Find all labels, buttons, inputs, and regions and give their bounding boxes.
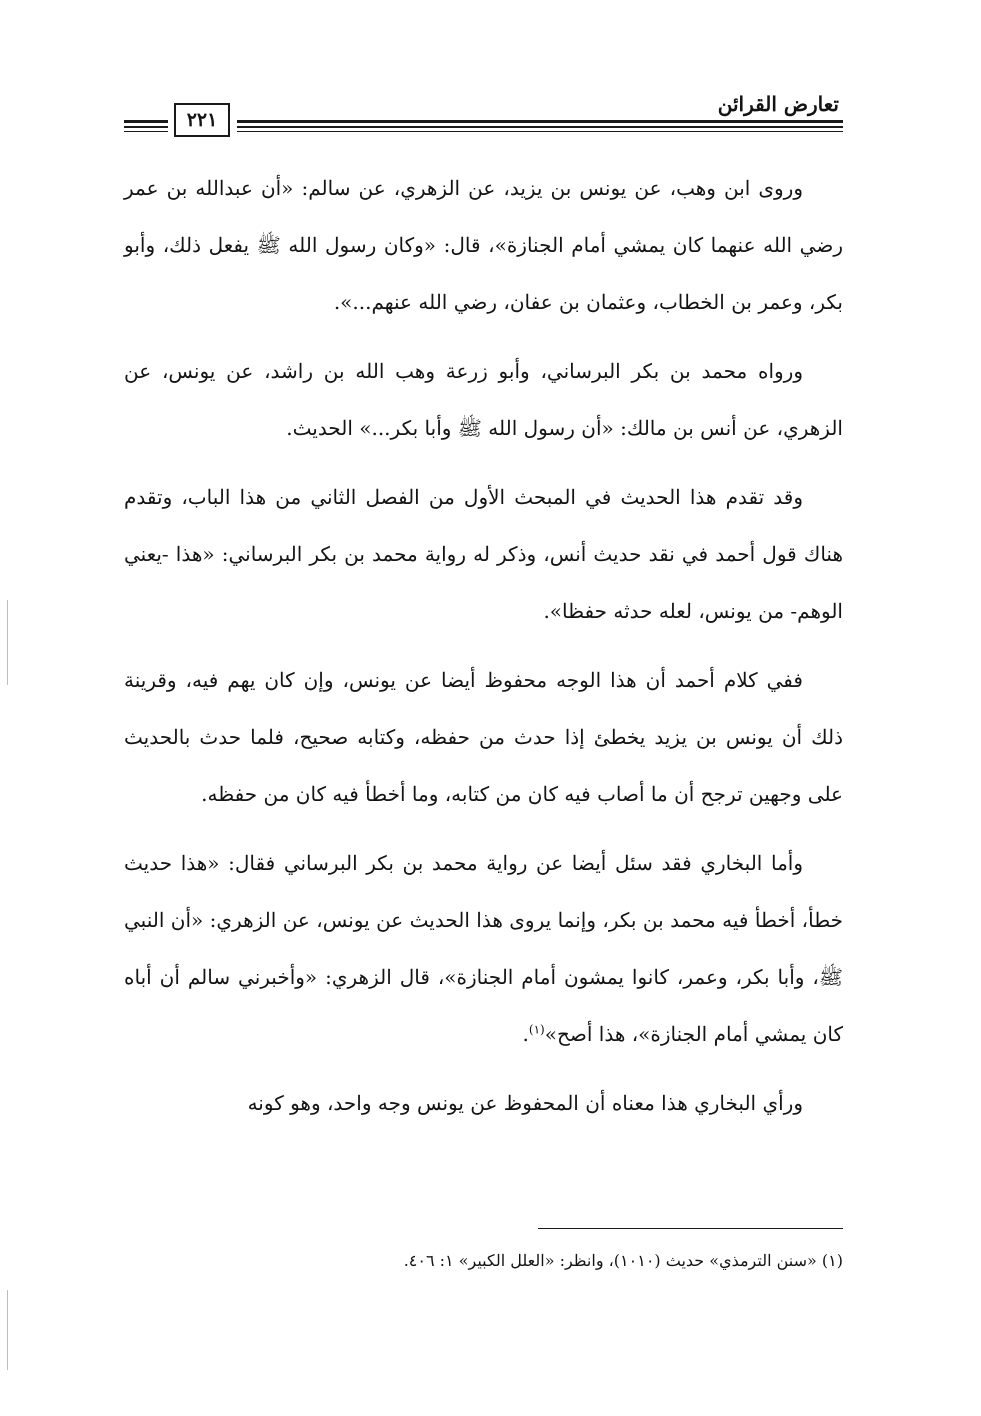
header-rule: [124, 131, 168, 132]
scan-margin-mark: [7, 1290, 8, 1370]
footnote: (١) «سنن الترمذي» حديث (١٠١٠)، وانظر: «العلل الكبير» ١: ٤٠٦.: [403, 1251, 843, 1270]
paragraph-text: وأما البخاري فقد سئل أيضا عن رواية محمد بن بكر البرساني فقال: «هذا حديث خطأ، أخطأ فيه محمد بن بكر، وإنما يروى هذا الحديث عن يونس، عن الزهري: «أن النبي ﷺ، وأبا بكر، وعمر، كانوا يمشون أمام الجنازة»، قال الزهري: «وأخبرني سالم أن أباه كان يمشي أمام الجنازة»، هذا أصح»: [124, 851, 843, 1046]
header-rule: [124, 126, 168, 128]
paragraph: [124, 835, 843, 1063]
header-rule: [237, 120, 843, 123]
paragraph: وروى ابن وهب، عن يونس بن يزيد، عن الزهري، عن سالم: «أن عبدالله بن عمر رضي الله عنهما كان يمشي أمام الجنازة»، قال: «وكان رسول الله ﷺ يفعل ذلك، وأبو بكر، وعمر بن الخطاب، وعثمان بن عفان، رضي الله عنهم...».: [124, 176, 843, 314]
paragraph: ففي كلام أحمد أن هذا الوجه محفوظ أيضا عن يونس، وإن كان يهم فيه، وقرينة ذلك أن يونس بن يزيد يخطئ إذا حدث من حفظه، وكتابه صحيح، فلما حدث بالحديث على وجهين ترجح أن ما أصاب فيه كان من كتابه، وما أخطأ فيه كان من حفظه.: [124, 668, 843, 806]
body-text: [124, 160, 843, 1144]
paragraph-end: .: [522, 1022, 529, 1046]
footnote-reference: (١): [528, 1022, 545, 1037]
page-number: ٢٢١: [174, 103, 230, 137]
header-rule: [237, 126, 843, 128]
running-title: تعارض القرائن: [717, 92, 839, 116]
header-rule: [124, 120, 168, 123]
footnote-separator: [538, 1228, 843, 1229]
paragraph: وقد تقدم هذا الحديث في المبحث الأول من الفصل الثاني من هذا الباب، وتقدم هناك قول أحمد في نقد حديث أنس، وذكر له رواية محمد بن بكر البرساني: «هذا -يعني الوهم- من يونس، لعله حدثه حفظا».: [124, 485, 843, 623]
paragraph: ورأي البخاري هذا معناه أن المحفوظ عن يونس وجه واحد، وهو كونه: [247, 1091, 803, 1115]
scan-margin-mark: [7, 600, 8, 685]
header-rule: [237, 131, 843, 132]
paragraph: ورواه محمد بن بكر البرساني، وأبو زرعة وهب الله بن راشد، عن يونس، عن الزهري، عن أنس بن مالك: «أن رسول الله ﷺ وأبا بكر...» الحديث.: [124, 359, 843, 440]
